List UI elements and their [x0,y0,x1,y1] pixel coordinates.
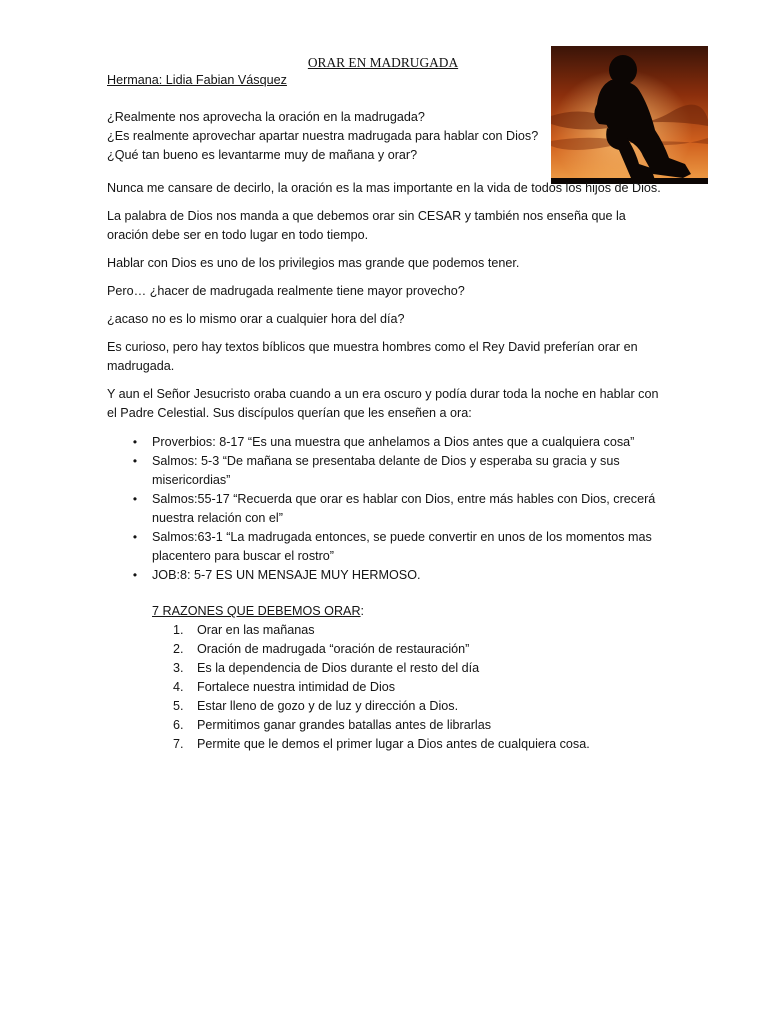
bullet-icon: • [132,530,138,544]
reason-number: 4. [173,680,184,694]
reasons-list [107,621,667,754]
reason-text: Es la dependencia de Dios durante el resto del día [197,661,480,675]
list-item [107,452,667,490]
reason-number: 1. [173,623,184,637]
reference-text: Salmos:63-1 “La madrugada entonces, se puede convertir en unos de los momentos mas placentero para buscar el rostro” [152,530,652,563]
reasons-heading-text: 7 RAZONES QUE DEBEMOS ORAR [152,604,361,618]
bullet-icon: • [132,435,138,449]
paragraph-7: Y aun el Señor Jesucristo oraba cuando a un era oscuro y podía durar toda la noche en hablar con el Padre Celestial. Sus discípulos querían que les enseñen a ora: [107,387,659,420]
list-item [107,716,667,735]
list-item [107,566,667,585]
reason-number: 5. [173,699,184,713]
paragraph-2: La palabra de Dios nos manda a que debemos orar sin CESAR y también nos enseña que la oración debe ser en todo lugar en todo tiempo. [107,209,626,242]
list-item [107,621,667,640]
reason-number: 2. [173,642,184,656]
paragraph-6: Es curioso, pero hay textos bíblicos que muestra hombres como el Rey David preferían orar en madrugada. [107,340,638,373]
reason-text: Orar en las mañanas [197,623,315,637]
list-item [107,697,667,716]
author-line: Hermana: Lidia Fabian Vásquez [107,73,287,87]
reference-text: Proverbios: 8-17 “Es una muestra que anhelamos a Dios antes que a cualquiera cosa” [152,435,635,449]
document-title: ORAR EN MADRUGADA [307,55,459,70]
question-3: ¿Qué tan bueno es levantarme muy de mañana y orar? [107,148,418,162]
reason-text: Permite que le demos el primer lugar a Dios antes de cualquiera cosa. [197,737,590,751]
reference-text: Salmos: 5-3 “De mañana se presentaba delante de Dios y esperaba su gracia y sus misericordias” [152,454,620,487]
list-item [107,735,667,754]
paragraph-5: ¿acaso no es lo mismo orar a cualquier hora del día? [107,312,405,326]
questions-block [107,108,667,165]
bullet-icon: • [132,454,138,468]
bullet-icon: • [132,568,138,582]
bible-references-list [107,433,667,585]
paragraph-3: Hablar con Dios es uno de los privilegios mas grande que podemos tener. [107,256,520,270]
list-item [107,490,667,528]
reference-text: Salmos:55-17 “Recuerda que orar es hablar con Dios, entre más hables con Dios, crecerá nuestra relación con el” [152,492,656,525]
paragraph-1: Nunca me cansare de decirlo, la oración es la mas importante en la vida de todos los hijos de Dios. [107,181,661,195]
list-item [107,433,667,452]
document-body [107,55,667,754]
reason-number: 7. [173,737,184,751]
reason-text: Oración de madrugada “oración de restauración” [197,642,470,656]
list-item [107,640,667,659]
question-1: ¿Realmente nos aprovecha la oración en la madrugada? [107,110,425,124]
reason-text: Fortalece nuestra intimidad de Dios [197,680,396,694]
reasons-heading [152,602,667,621]
question-2: ¿Es realmente aprovechar apartar nuestra madrugada para hablar con Dios? [107,129,539,143]
list-item [107,528,667,566]
list-item [107,678,667,697]
paragraph-4: Pero… ¿hacer de madrugada realmente tiene mayor provecho? [107,284,465,298]
bullet-icon: • [132,492,138,506]
reference-text: JOB:8: 5-7 ES UN MENSAJE MUY HERMOSO. [152,568,421,582]
reason-number: 6. [173,718,184,732]
reason-text: Estar lleno de gozo y de luz y dirección a Dios. [197,699,459,713]
reasons-heading-colon: : [360,604,365,618]
list-item [107,659,667,678]
reason-text: Permitimos ganar grandes batallas antes de librarlas [197,718,492,732]
reason-number: 3. [173,661,184,675]
